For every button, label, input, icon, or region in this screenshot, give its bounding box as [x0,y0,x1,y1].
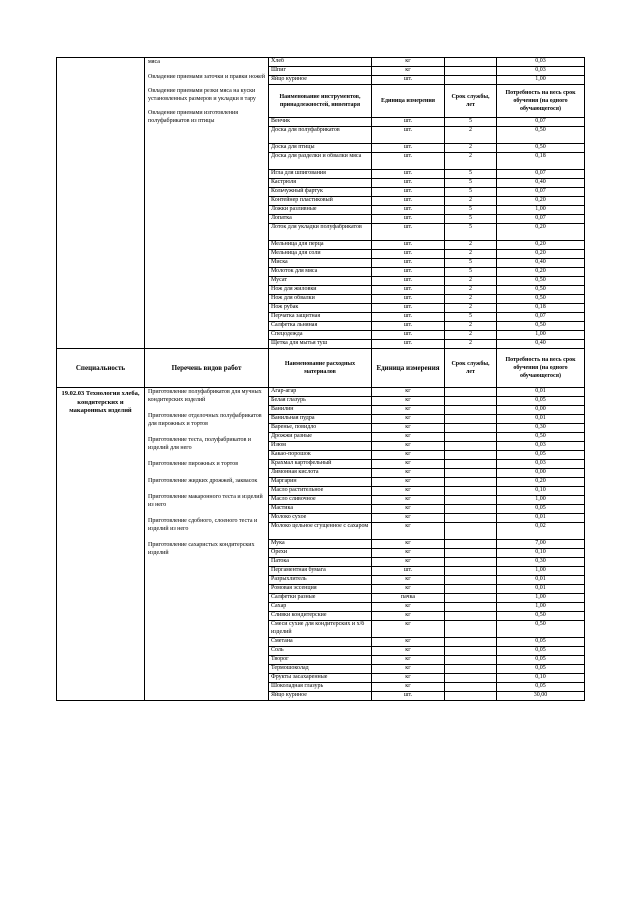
item-need: 30,00 [497,692,585,701]
item-need: 1,00 [497,206,585,215]
item-need: 0,50 [497,144,585,153]
item-need: 0,50 [497,277,585,286]
item-need: 0,07 [497,188,585,197]
item-unit: кг [372,58,445,67]
item-name: Лопатка [269,215,372,224]
item-term [445,406,497,415]
item-name: Яйцо куриное [269,692,372,701]
item-name: Дрожжи разные [269,433,372,442]
header-term: Срок службы, лет [445,85,497,118]
item-name: Масло растительное [269,487,372,496]
item-name: Варенье, повидло [269,424,372,433]
item-term [445,415,497,424]
item-term [445,683,497,692]
item-term: 2 [445,295,497,304]
item-unit: шт. [372,268,445,277]
item-term [445,460,497,469]
item-term [445,451,497,460]
item-name: Ванилин [269,406,372,415]
item-name: Молоток для мяса [269,268,372,277]
item-need: 0,20 [497,241,585,250]
header-need: Потребность на весь срок обучения (на одного обучающегося) [497,85,585,118]
item-name: Кольчужный фартук [269,188,372,197]
item-name: Изюм [269,442,372,451]
item-name: Соль [269,647,372,656]
item-term [445,638,497,647]
item-term [445,692,497,701]
item-name: Кастрюля [269,179,372,188]
item-need: 0,03 [497,442,585,451]
item-name: Патока [269,558,372,567]
item-unit: кг [372,612,445,621]
table-row [57,58,585,67]
item-name: Мельница для перца [269,241,372,250]
item-unit: кг [372,451,445,460]
item-term [445,567,497,576]
item-unit: шт. [372,277,445,286]
item-unit: шт. [372,197,445,206]
item-term [445,665,497,674]
item-unit: кг [372,433,445,442]
item-term: 5 [445,313,497,322]
item-name: Шпиг [269,67,372,76]
header-specialty: Специальность [57,349,145,388]
item-name: Мука [269,540,372,549]
item-name: Нож для обвалки [269,295,372,304]
item-unit: кг [372,406,445,415]
item-need: 0,05 [497,638,585,647]
work-item: Приготовление сахаристых кондитерских изделий [148,542,255,556]
item-name: Крахмал картофельный [269,460,372,469]
item-term [445,523,497,540]
item-term [445,558,497,567]
item-name: Игла для шпигования [269,170,372,179]
item-term: 5 [445,215,497,224]
item-need: 0,07 [497,313,585,322]
item-unit: пачка [372,594,445,603]
item-unit: шт. [372,322,445,331]
item-need: 0,00 [497,469,585,478]
item-need: 0,05 [497,683,585,692]
item-need: 0,05 [497,665,585,674]
item-need: 0,05 [497,656,585,665]
work-item: Овладение приемами заточки и правки ножей [148,73,266,80]
item-unit: кг [372,549,445,558]
item-name: Орехи [269,549,372,558]
header-works: Перечень видов работ [145,349,269,388]
item-need: 1,00 [497,603,585,612]
item-need: 0,18 [497,304,585,313]
item-unit: шт. [372,241,445,250]
item-term: 5 [445,188,497,197]
item-need: 0,05 [497,451,585,460]
item-name: Агар-агар [269,388,372,397]
item-unit: кг [372,638,445,647]
item-term: 2 [445,322,497,331]
item-need: 0,50 [497,612,585,621]
item-need: 0,05 [497,505,585,514]
item-name: Миска [269,259,372,268]
item-need: 0,20 [497,268,585,277]
item-unit: кг [372,674,445,683]
item-term [445,388,497,397]
work-item: Овладение приемами резки мяса на куски установленных размеров и укладки в тару [148,88,256,102]
item-name: Лимонная кислота [269,469,372,478]
item-need: 0,50 [497,621,585,638]
item-need: 1,00 [497,331,585,340]
item-name: Доска для полуфабрикатов [269,127,372,144]
item-need: 0,05 [497,647,585,656]
item-unit: кг [372,683,445,692]
item-name: Масло сливочное [269,496,372,505]
item-name: Спецодежда [269,331,372,340]
item-name: Фрукты засахаренные [269,674,372,683]
item-unit: кг [372,647,445,656]
item-name: Белая глазурь [269,397,372,406]
item-term [445,612,497,621]
item-need: 0,03 [497,460,585,469]
item-term: 2 [445,241,497,250]
item-name: Сахар [269,603,372,612]
item-name: Творог [269,656,372,665]
header-unit: Единица измерения [372,349,445,388]
work-item: Приготовление макаронного теста и изделий из него [148,494,263,508]
item-unit: шт. [372,118,445,127]
materials-table [56,57,585,701]
item-term: 2 [445,304,497,313]
item-term [445,603,497,612]
item-need: 0,50 [497,127,585,144]
item-term [445,67,497,76]
item-need: 0,07 [497,215,585,224]
item-need: 0,07 [497,118,585,127]
item-term: 2 [445,127,497,144]
item-need: 0,03 [497,58,585,67]
item-need: 0,50 [497,433,585,442]
item-name: Перчатка защитная [269,313,372,322]
item-term [445,594,497,603]
item-unit: шт. [372,127,445,144]
item-term: 2 [445,331,497,340]
item-term [445,58,497,67]
item-unit: шт. [372,304,445,313]
item-name: Доска для разделки и обвалки мяса [269,153,372,170]
item-name: Контейнер пластиковый [269,197,372,206]
item-need: 1,00 [497,496,585,505]
work-item: Приготовление пирожных и тортов [148,461,239,467]
item-name: Нож для жиловки [269,286,372,295]
item-name: Венчик [269,118,372,127]
item-term: 2 [445,250,497,259]
item-term: 2 [445,286,497,295]
item-term: 5 [445,179,497,188]
item-name: Сметана [269,638,372,647]
item-name: Мастика [269,505,372,514]
header-need: Потребность на весь срок обучения (на одного обучающегося) [497,349,585,388]
item-unit: кг [372,585,445,594]
item-term [445,540,497,549]
item-term [445,549,497,558]
item-unit: кг [372,397,445,406]
item-unit: кг [372,469,445,478]
work-item: Овладение приемами изготовления полуфабрикатов из птицы [148,110,239,124]
item-need: 0,50 [497,295,585,304]
item-need: 0,20 [497,224,585,241]
item-term [445,585,497,594]
item-need: 1,00 [497,594,585,603]
item-unit: шт. [372,331,445,340]
item-unit: кг [372,496,445,505]
item-need: 1,00 [497,76,585,85]
item-unit: шт. [372,179,445,188]
item-need: 0,30 [497,424,585,433]
item-unit: шт. [372,313,445,322]
item-term [445,424,497,433]
item-term [445,478,497,487]
item-unit: кг [372,442,445,451]
item-need: 0,30 [497,558,585,567]
item-name: Пергаментная бумага [269,567,372,576]
item-need: 0,01 [497,585,585,594]
item-unit: шт. [372,188,445,197]
item-need: 0,07 [497,170,585,179]
item-need: 0,10 [497,674,585,683]
item-unit: кг [372,576,445,585]
item-name: Нож рубак [269,304,372,313]
item-need: 0,40 [497,259,585,268]
item-term: 5 [445,224,497,241]
item-unit: кг [372,656,445,665]
item-need: 7,00 [497,540,585,549]
item-need: 0,02 [497,523,585,540]
work-item: Приготовление теста, полуфабрикатов и изделий для него [148,437,251,451]
item-name: Шоколадная глазурь [269,683,372,692]
work-item: Приготовление полуфабрикатов для мучных кондитерских изделий [148,389,262,403]
item-name: Мельница для соли [269,250,372,259]
item-unit: кг [372,487,445,496]
item-need: 0,00 [497,406,585,415]
item-name: Ложки разливные [269,206,372,215]
item-term: 5 [445,268,497,277]
header-name: Наименование расходных материалов [269,349,372,388]
item-name: Маргарин [269,478,372,487]
item-need: 0,10 [497,487,585,496]
item-unit: кг [372,665,445,674]
item-name: Щетка для мытья туш [269,340,372,349]
item-unit: шт. [372,144,445,153]
specialty-cell [57,58,145,349]
item-unit: кг [372,621,445,638]
item-unit: кг [372,514,445,523]
item-unit: шт. [372,224,445,241]
table-row [57,388,585,397]
header-unit: Единица измерения [372,85,445,118]
item-term: 2 [445,277,497,286]
specialty-cell: 19.02.03 Технология хлеба, кондитерских и макаронных изделий [57,388,145,701]
header-term: Срок службы, лет [445,349,497,388]
item-term: 2 [445,340,497,349]
item-unit: шт. [372,250,445,259]
item-name: Доска для птицы [269,144,372,153]
item-need: 0,10 [497,549,585,558]
item-need: 0,50 [497,286,585,295]
item-unit: кг [372,460,445,469]
item-name: Сливки кондитерские [269,612,372,621]
item-unit: кг [372,505,445,514]
item-unit: шт. [372,153,445,170]
work-item: Приготовление отделочных полуфабрикатов для пирожных и тортов [148,413,262,427]
item-term: 5 [445,206,497,215]
item-term [445,469,497,478]
item-term [445,397,497,406]
item-need: 1,00 [497,567,585,576]
item-unit: кг [372,424,445,433]
item-term [445,674,497,683]
item-unit: шт. [372,295,445,304]
item-name: Яйцо куриное [269,76,372,85]
item-term [445,496,497,505]
item-name: Салфетки разные [269,594,372,603]
item-need: 0,01 [497,388,585,397]
item-term: 5 [445,259,497,268]
item-need: 0,18 [497,153,585,170]
item-need: 0,50 [497,322,585,331]
item-need: 0,40 [497,340,585,349]
works-cell [145,388,269,701]
item-unit: кг [372,388,445,397]
item-term [445,656,497,665]
item-unit: кг [372,523,445,540]
item-need: 0,03 [497,67,585,76]
item-need: 0,01 [497,576,585,585]
item-name: Смеси сухие для кондитерских и х/б изделий [269,621,372,638]
item-term [445,621,497,638]
item-term [445,576,497,585]
item-unit: шт. [372,206,445,215]
item-unit: шт. [372,692,445,701]
item-term: 2 [445,153,497,170]
item-term [445,487,497,496]
item-term: 5 [445,170,497,179]
item-need: 0,20 [497,478,585,487]
item-need: 0,20 [497,250,585,259]
item-name: Какао-порошок [269,451,372,460]
item-name: Молоко цельное сгущенное с сахаром [269,523,372,540]
item-need: 0,05 [497,397,585,406]
item-term [445,442,497,451]
item-term: 2 [445,144,497,153]
work-item: мяса [148,59,160,65]
item-name: Салфетка льняная [269,322,372,331]
item-unit: шт. [372,340,445,349]
item-term [445,514,497,523]
item-name: Мусат [269,277,372,286]
item-name: Термошоколад [269,665,372,674]
work-item: Приготовление сдобного, слоеного теста и изделий из него [148,518,258,532]
works-cell [145,58,269,349]
item-unit: кг [372,540,445,549]
item-term [445,647,497,656]
item-term: 2 [445,197,497,206]
item-name: Лоток для укладки полуфабрикатов [269,224,372,241]
item-need: 0,01 [497,514,585,523]
item-unit: кг [372,478,445,487]
item-unit: шт. [372,170,445,179]
item-unit: шт. [372,286,445,295]
item-unit: кг [372,415,445,424]
item-name: Хлеб [269,58,372,67]
item-unit: шт. [372,567,445,576]
item-name: Ромовая эссенция [269,585,372,594]
item-name: Разрыхлитель [269,576,372,585]
item-name: Молоко сухое [269,514,372,523]
item-name: Ванильная пудра [269,415,372,424]
item-need: 0,01 [497,415,585,424]
item-unit: кг [372,67,445,76]
item-need: 0,20 [497,197,585,206]
item-need: 0,40 [497,179,585,188]
item-unit: кг [372,603,445,612]
item-unit: шт. [372,215,445,224]
item-term [445,76,497,85]
item-unit: шт. [372,259,445,268]
header-name: Наименование инструментов, принадлежностей, инвентаря [269,85,372,118]
table-header-row [57,349,585,388]
item-term [445,433,497,442]
item-term: 5 [445,118,497,127]
item-unit: шт. [372,76,445,85]
work-item: Приготовление жидких дрожжей, заквасок [148,477,258,484]
item-term [445,505,497,514]
item-unit: кг [372,558,445,567]
